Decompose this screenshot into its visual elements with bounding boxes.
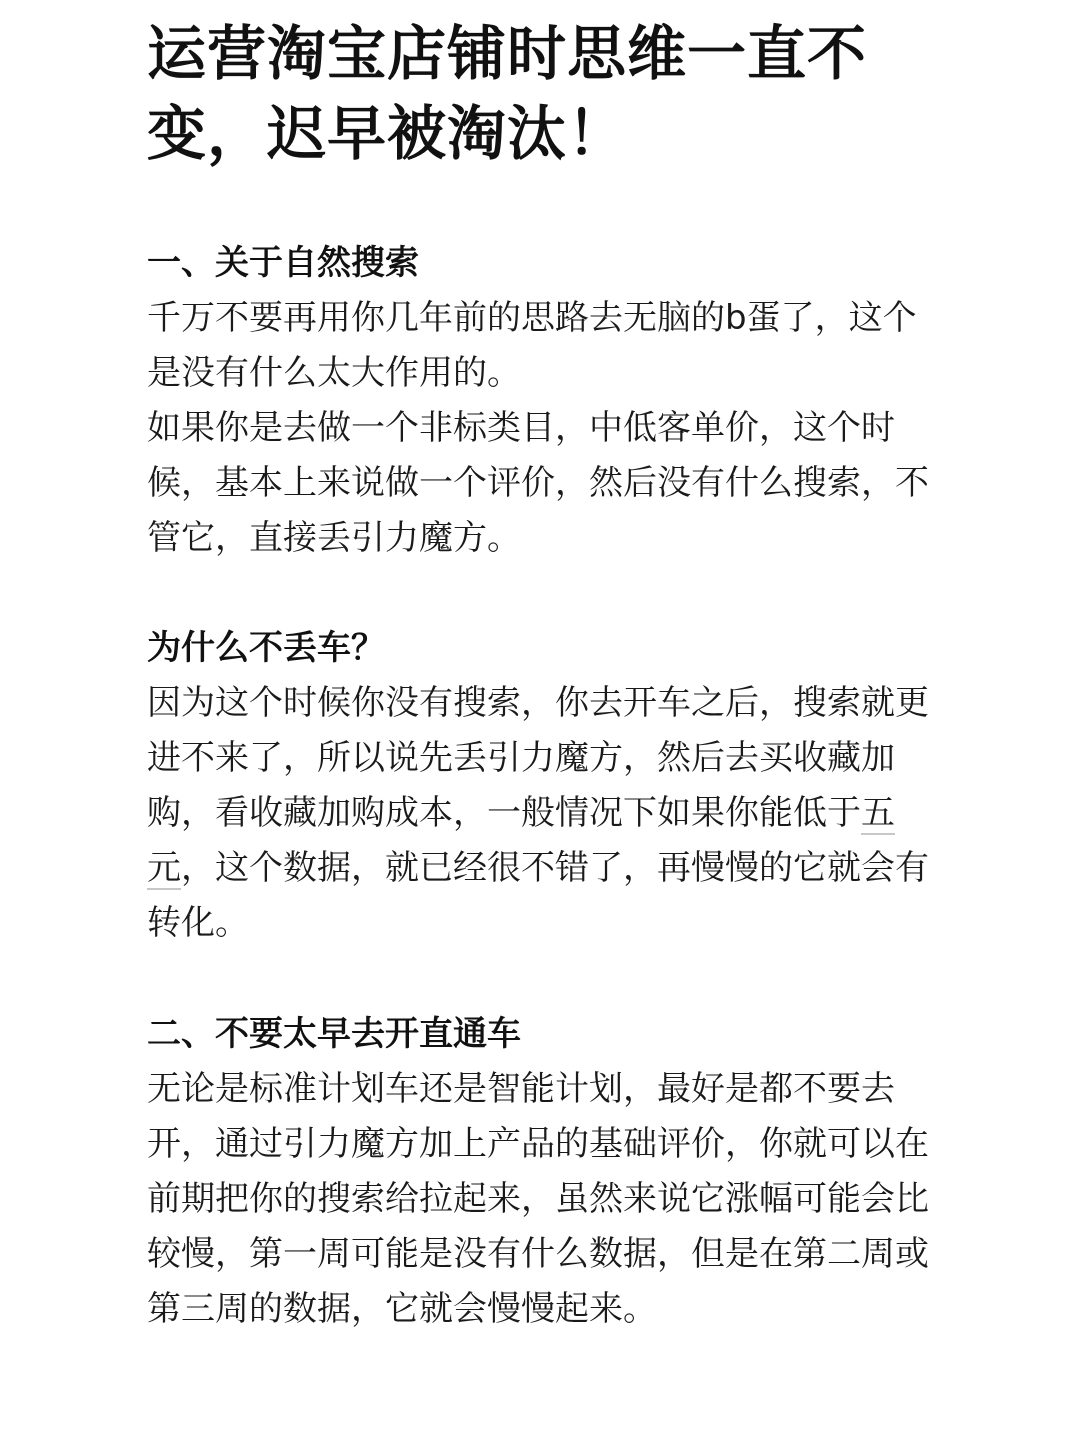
section-why-not-car bbox=[147, 620, 937, 951]
section-paragraph: 无论是标准计划车还是智能计划，最好是都不要去开，通过引力魔方加上产品的基础评价，你就可以在前期把你的搜索给拉起来，虽然来说它涨幅可能会比较慢，第一周可能是没有什么数据，但是在第二周或第三周的数据，它就会慢慢起来。 bbox=[147, 1069, 929, 1329]
section-paragraph bbox=[147, 676, 937, 951]
paragraph-text: ，这个数据，就已经很不错了，再慢慢的它就会有转化。 bbox=[147, 848, 929, 943]
section-heading: 为什么不丢车？ bbox=[147, 628, 385, 668]
section-natural-search bbox=[147, 235, 937, 566]
underlined-amount: 五元 bbox=[147, 793, 895, 888]
section-paragraph: 如果你是去做一个非标类目，中低客单价，这个时候，基本上来说做一个评价，然后没有什么搜索，不管它，直接丢引力魔方。 bbox=[147, 408, 929, 558]
section-direct-train bbox=[147, 1006, 937, 1337]
section-heading: 二、不要太早去开直通车 bbox=[147, 1014, 521, 1054]
section-heading: 一、关于自然搜索 bbox=[147, 243, 419, 283]
article-title: 运营淘宝店铺时思维一直不变，迟早被淘汰！ bbox=[147, 19, 868, 168]
section-paragraph: 千万不要再用你几年前的思路去无脑的b蛋了，这个是没有什么太大作用的。 bbox=[147, 298, 917, 393]
article bbox=[147, 14, 937, 1329]
paragraph-text: 因为这个时候你没有搜索，你去开车之后，搜索就更进不来了，所以说先丢引力魔方，然后去买收藏加购，看收藏加购成本，一般情况下如果你能低于 bbox=[147, 683, 929, 833]
